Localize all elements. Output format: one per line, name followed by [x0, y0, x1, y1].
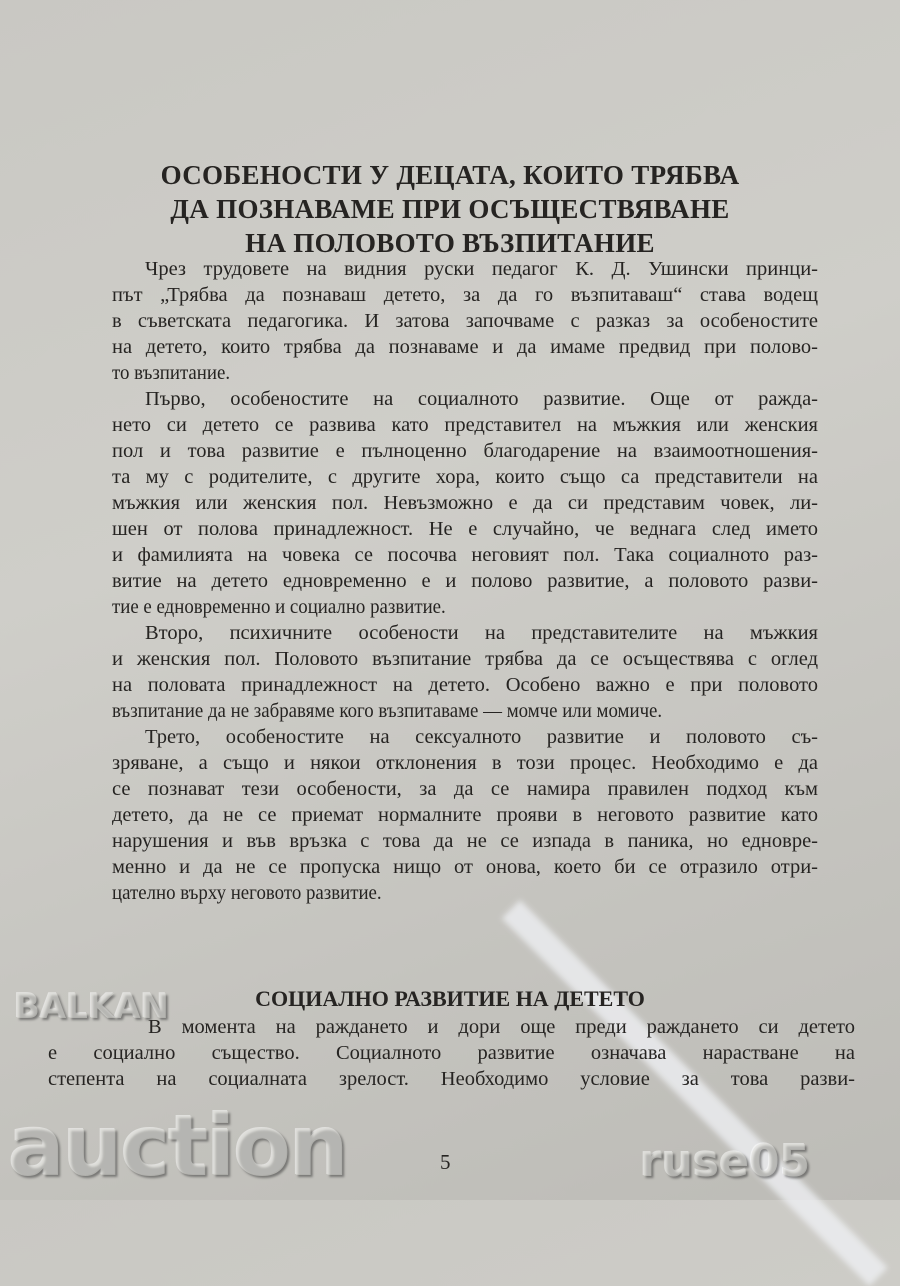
text-line: възпитание да не забравяме кого възпитаваме — момче или момиче.: [112, 700, 663, 722]
text-line: се познават тези особености, за да се намира правилен подход към: [112, 778, 818, 800]
text-line: на половата принадлежност на детето. Особено важно е при половото: [112, 674, 818, 696]
watermark-user: ruse05: [640, 1136, 811, 1187]
text-line: тие е едновременно и социално развитие.: [112, 596, 446, 618]
text-line: на детето, които трябва да познаваме и да имаме предвид при полово-: [112, 336, 818, 358]
text-line: и женския пол. Половото възпитание трябва да се осъществява с оглед: [112, 648, 818, 670]
title-line: ДА ПОЗНАВАМЕ ПРИ ОСЪЩЕСТВЯВАНЕ: [170, 194, 730, 224]
text-line: шен от полова принадлежност. Не е случайно, че веднага след името: [112, 518, 818, 540]
text-line: е социално същество. Социалното развитие означава нарастване на: [48, 1042, 855, 1064]
text-line: нарушения и във връзка с това да не се изпада в паника, но едновре-: [112, 830, 818, 852]
title-line: ОСОБЕНОСТИ У ДЕЦАТА, КОИТО ТРЯБВА: [160, 160, 740, 190]
watermark-balkan: BALKAN: [14, 987, 170, 1027]
text-line: витие на детето едновременно е и полово развитие, а половото разви-: [112, 570, 818, 592]
text-line: зряване, а също и някои отклонения в този процес. Необходимо е да: [112, 752, 818, 774]
text-line: нето си детето се развива като представител на мъжкия или женския: [112, 414, 818, 436]
text-line: цателно върху неговото развитие.: [112, 882, 382, 904]
text-line: то възпитание.: [112, 362, 231, 384]
text-line: Първо, особеностите на социалното развитие. Още от ражда-: [145, 388, 818, 410]
text-line: и фамилията на човека се посочва неговият пол. Така социалното раз-: [112, 544, 818, 566]
text-line: път „Трябва да познаваш детето, за да го възпитаваш“ става водещ: [112, 284, 818, 306]
text-line: Трето, особеностите на сексуалното развитие и половото съ-: [145, 726, 818, 748]
section-heading: СОЦИАЛНО РАЗВИТИЕ НА ДЕТЕТО: [255, 986, 645, 1011]
text-line: та му с родителите, с другите хора, които също са представители на: [112, 466, 818, 488]
text-line: степента на социалната зрелост. Необходимо условие за това разви-: [48, 1068, 855, 1090]
text-line: детето, да не се приемат нормалните прояви в неговото развитие като: [112, 804, 818, 826]
text-line: В момента на раждането и дори още преди раждането си детето: [148, 1016, 855, 1038]
page-number: 5: [440, 1150, 451, 1174]
watermark-auction: auction: [8, 1097, 347, 1195]
title-line: НА ПОЛОВОТО ВЪЗПИТАНИЕ: [245, 228, 655, 258]
text-line: Чрез трудовете на видния руски педагог К. Д. Ушински принци-: [145, 258, 818, 280]
text-line: пол и това развитие е пълноценно благодарение на взаимоотношения-: [112, 440, 818, 462]
text-line: мъжкия или женския пол. Невъзможно е да си представим човек, ли-: [112, 492, 818, 514]
text-line: менно и да не се пропуска нищо от онова, което би се отразило отри-: [112, 856, 818, 878]
light-glare: [502, 900, 888, 1286]
text-line: в съветската педагогика. И затова започваме с разказ за особеностите: [112, 310, 818, 332]
text-line: Второ, психичните особености на представителите на мъжкия: [145, 622, 818, 644]
